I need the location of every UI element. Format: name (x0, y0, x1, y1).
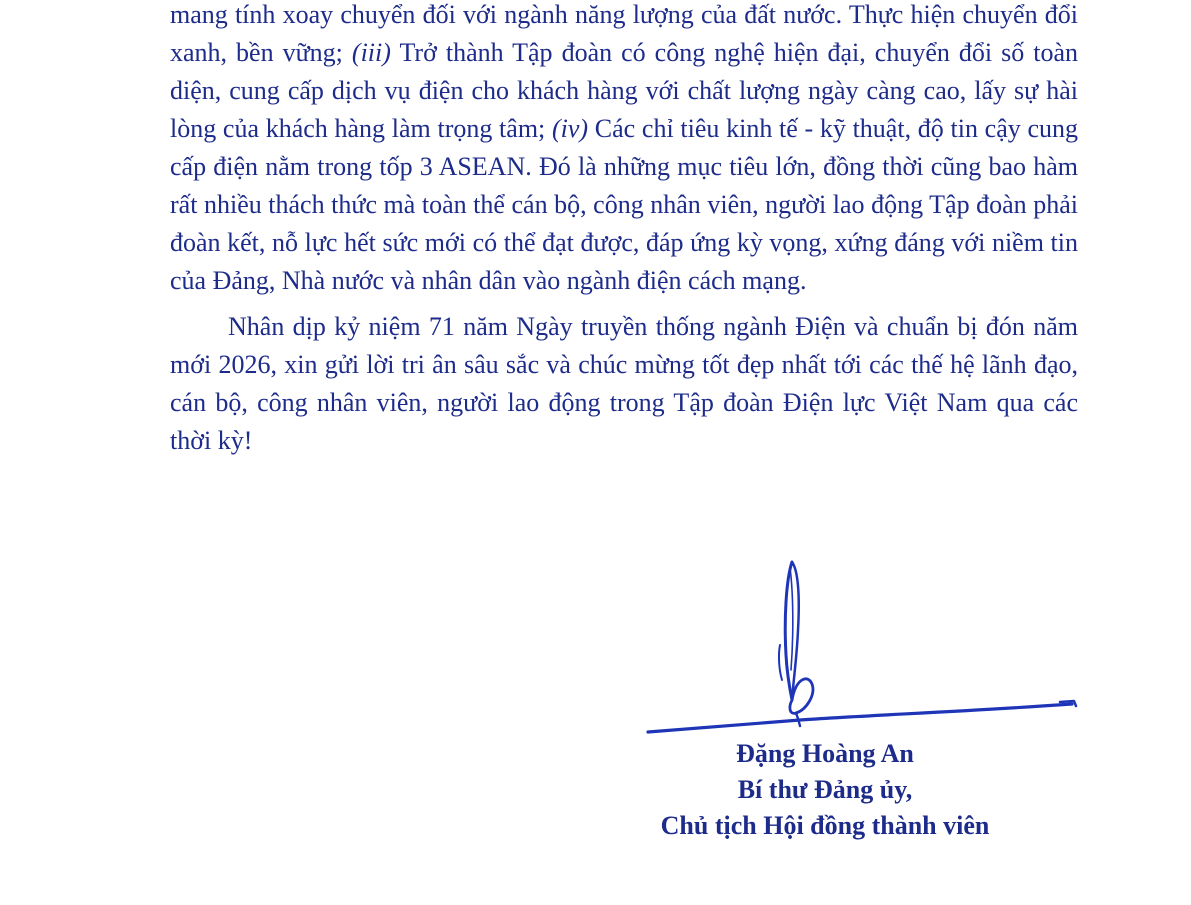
signature-icon (640, 550, 1080, 740)
paragraph-goals-part1: mang tính xoay chuyển đối với ngành năng lượng của đất nước. Thực hiện chuyển đổi xanh, bền vững; (170, 0, 1078, 67)
signature-image (640, 550, 1080, 740)
signer-block (610, 736, 1040, 844)
letter-body (170, 0, 1078, 468)
paragraph-goals-part2: Trở thành Tập đoàn có công nghệ hiện đại, chuyển đổi số toàn diện, cung cấp dịch vụ điện cho khách hàng với chất lượng ngày càng cao, lấy sự hài lòng của khách hàng làm trọng tâm; (170, 38, 1078, 143)
paragraph-goals-part3: Các chỉ tiêu kinh tế - kỹ thuật, độ tin cậy cung cấp điện nằm trong tốp 3 ASEAN. Đó là những mục tiêu lớn, đồng thời cũng bao hàm rất nhiều thách thức mà toàn thể cán bộ, công nhân viên, người lao động Tập đoàn phải đoàn kết, nỗ lực hết sức mới có thể đạt được, đáp ứng kỳ vọng, xứng đáng với niềm tin của Đảng, Nhà nước và nhân dân vào ngành điện cách mạng. (170, 114, 1078, 295)
signer-title-board: Chủ tịch Hội đồng thành viên (660, 811, 990, 840)
list-marker-iv: (iv) (551, 114, 589, 143)
signer-title-party: Bí thư Đảng ủy, (737, 775, 913, 804)
list-marker-iii: (iii) (351, 38, 391, 67)
signer-name: Đặng Hoàng An (736, 739, 914, 768)
paragraph-greeting: Nhân dịp kỷ niệm 71 năm Ngày truyền thống ngành Điện và chuẩn bị đón năm mới 2026, xin gửi lời tri ân sâu sắc và chúc mừng tốt đẹp nhất tới các thế hệ lãnh đạo, cán bộ, công nhân viên, người lao động trong Tập đoàn Điện lực Việt Nam qua các thời kỳ! (170, 312, 1078, 455)
paragraph-goals (170, 0, 1078, 300)
